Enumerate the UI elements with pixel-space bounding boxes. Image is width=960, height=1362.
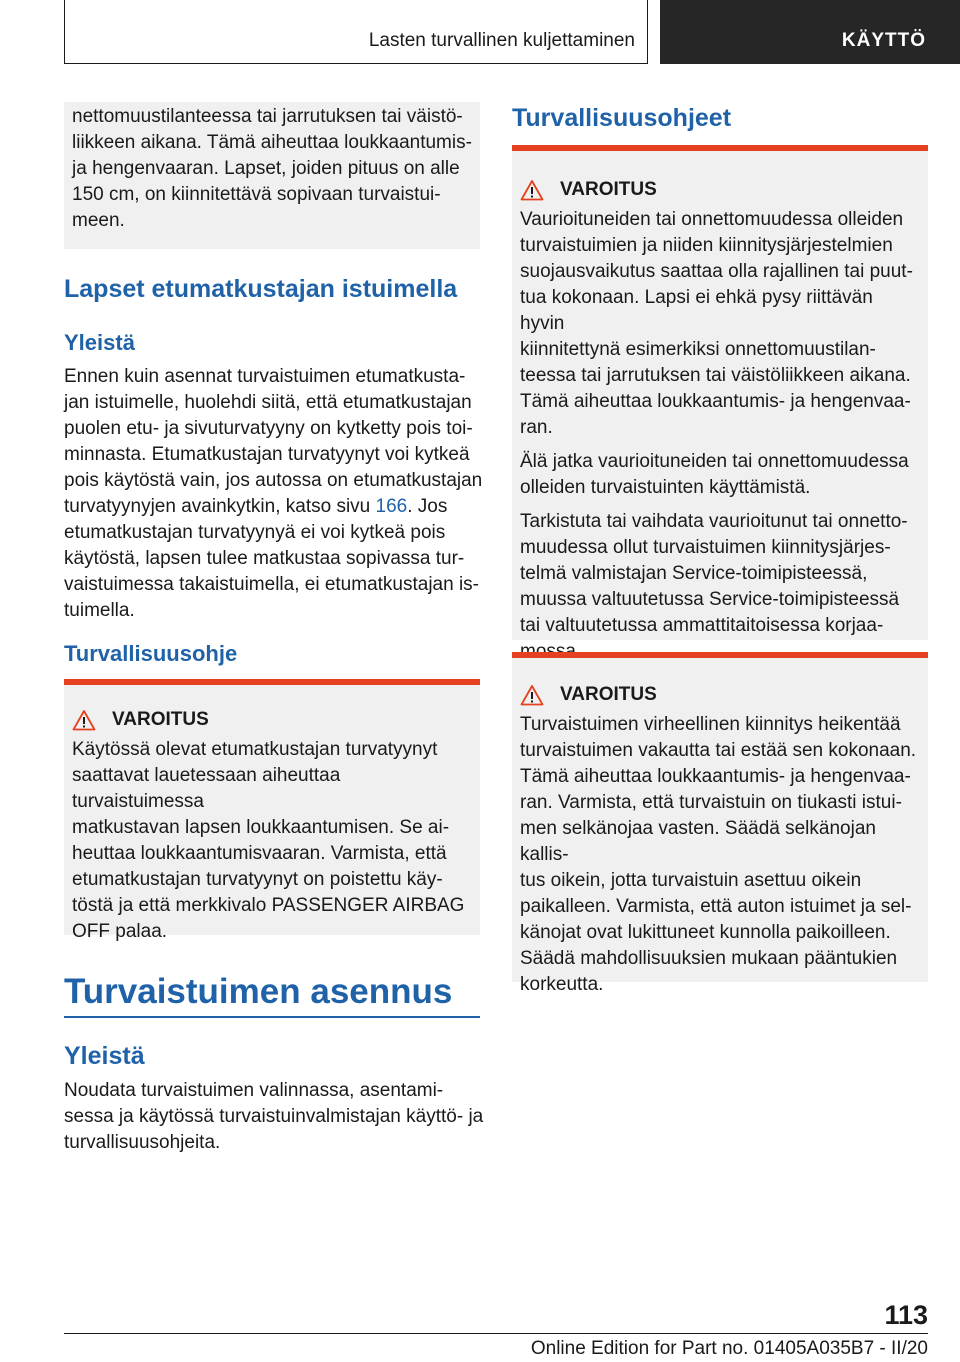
text-line: puolen etu- ja sivuturvatyyny on kytketty pois toi- [64,418,473,439]
text-line: paikalleen. Varmista, että auton istuimet ja sel- [520,896,912,917]
text-line: tai valtuutetussa ammattitaitoisessa korjaa- [520,615,884,636]
text-line: men selkänojaa vasten. Säädä selkänojan kallis- [520,818,876,865]
warning-triangle-icon [520,179,544,201]
warning-header [72,707,472,733]
text-line: OFF palaa. [72,921,168,942]
footer-divider [64,1333,928,1334]
text-line: Tämä aiheuttaa loukkaantumis- ja hengenvaa- [520,766,911,787]
warning-header [520,177,920,203]
chapter-tab [660,0,960,64]
install-paragraph [64,1078,484,1156]
warning-title: VAROITUS [560,179,657,200]
subheading-general: Yleistä [64,330,135,355]
subheading-general-2: Yleistä [64,1042,145,1070]
text-line: turvallisuusohjeita. [64,1132,221,1153]
text-line: Vaurioituneiden tai onnettomuudessa olleiden [520,209,904,230]
text-line: Käytössä olevat etumatkustajan turvatyynyt [72,739,438,760]
text-line: suojausvaikutus saattaa olla rajallinen tai puut- [520,261,913,282]
warning-title: VAROITUS [560,684,657,705]
text-line: Älä jatka vaurioituneiden tai onnettomuudessa [520,451,909,472]
text-line: meen. [72,210,125,231]
text-line: muudessa ollut turvaistuimen kiinnitysjärjes- [520,537,891,558]
warning-box-airbag [64,679,480,942]
text-line: känojat ovat lukittuneet kunnolla paikoilleen. [520,922,891,943]
text-line: matkustavan lapsen loukkaantumisen. Se ai- [72,817,450,838]
chapter-title: KÄYTTÖ [841,30,926,51]
subheading-safety: Turvallisuusohje [64,641,238,666]
text-line: minnasta. Etumatkustajan turvatyynyt voi kytkeä [64,444,470,465]
heading-install: Turvaistuimen asennus [64,972,453,1011]
edition-note: Online Edition for Part no. 01405A035B7 - II/20 [530,1338,928,1359]
text-line: Ennen kuin asennat turvaistuimen etumatkusta- [64,366,466,387]
text-line: turvaistuimien ja niiden kiinnitysjärjestelmien [520,235,893,256]
text-line: muussa valtuutetussa Service-toimipisteessä [520,589,900,610]
text-line: tuimella. [64,600,135,621]
text-line: etumatkustajan turvatyynyt on poistettu käy- [72,869,443,890]
text-line: töstä ja että merkkivalo PASSENGER AIRBAG [72,895,465,916]
text-line: sessa ja käytössä turvaistuinvalmistajan käyttö- ja [64,1106,484,1127]
section-title: Lasten turvallinen kuljettaminen [368,30,635,51]
warning-triangle-icon [520,684,544,706]
text-line: saattavat lauetessaan aiheuttaa turvaistuimessa [72,765,341,812]
warning-box-damaged-seats [512,145,928,640]
text-line: heuttaa loukkaantumisvaaran. Varmista, että [72,843,447,864]
text-line: tus oikein, jotta turvaistuin asettuu oikein [520,870,862,891]
continued-warning-box [64,102,480,249]
text-line: ja hengenvaaran. Lapset, joiden pituus on alle [72,158,460,179]
general-paragraph [64,364,484,624]
text-line: nettomuustilanteessa tai jarrutuksen tai väistö- [72,106,463,127]
text-line: pois käytöstä vain, jos autossa on etumatkustajan [64,470,483,491]
heading-safety-instructions: Turvallisuusohjeet [512,104,732,132]
text-line: liikkeen aikana. Tämä aiheuttaa loukkaantumis- [72,132,472,153]
text-line: ran. Varmista, että turvaistuin on tiukasti istui- [520,792,902,813]
text-line: ran. [520,417,553,438]
text-line: käytöstä, lapsen tulee matkustaa sopivassa tur- [64,548,465,569]
text-line-with-link: turvatyynyjen avainkytkin, katso sivu 166. Jos [64,496,448,517]
text-line: Tarkistuta tai vaihdata vaurioitunut tai onnetto- [520,511,908,532]
text-line: Turvaistuimen virheellinen kiinnitys heikentää [520,714,901,735]
warning-triangle-icon [72,709,96,731]
text-line: telmä valmistajan Service-toimipisteessä, [520,563,868,584]
warning-title: VAROITUS [112,709,209,730]
text-line: olleiden turvaistuinten käyttämistä. [520,477,811,498]
text-line: korkeutta. [520,974,604,995]
warning-header [520,682,920,708]
page-number: 113 [884,1300,928,1330]
heading-underline [64,1016,480,1018]
text-line: turvaistuimen vakautta tai estää sen kokonaan. [520,740,917,761]
text-line: Säädä mahdollisuuksien mukaan pääntukien [520,948,898,969]
text-line: teessa tai jarrutuksen tai väistöliikkeen aikana. [520,365,911,386]
text-line: etumatkustajan turvatyynyä ei voi kytkeä pois [64,522,446,543]
text-line: Tämä aiheuttaa loukkaantumis- ja hengenvaa- [520,391,911,412]
text-line: jan istuimelle, huolehdi siitä, että etumatkustajan [64,392,472,413]
page-reference-link[interactable]: 166 [375,496,408,517]
warning-box-incorrect-fitting [512,652,928,995]
heading-front-seat: Lapset etumatkustajan istuimella [64,275,458,303]
text-line: kiinnitettynä esimerkiksi onnettomuustilan- [520,339,876,360]
text-line: tua kokonaan. Lapsi ei ehkä pysy riittävän hyvin [520,287,873,334]
text-line: 150 cm, on kiinnitettävä sopivaan turvaistui- [72,184,441,205]
text-line: vaistuimessa takaistuimella, ei etumatkustajan is- [64,574,480,595]
running-header [64,0,648,64]
text-line: Noudata turvaistuimen valinnassa, asentami- [64,1080,444,1101]
